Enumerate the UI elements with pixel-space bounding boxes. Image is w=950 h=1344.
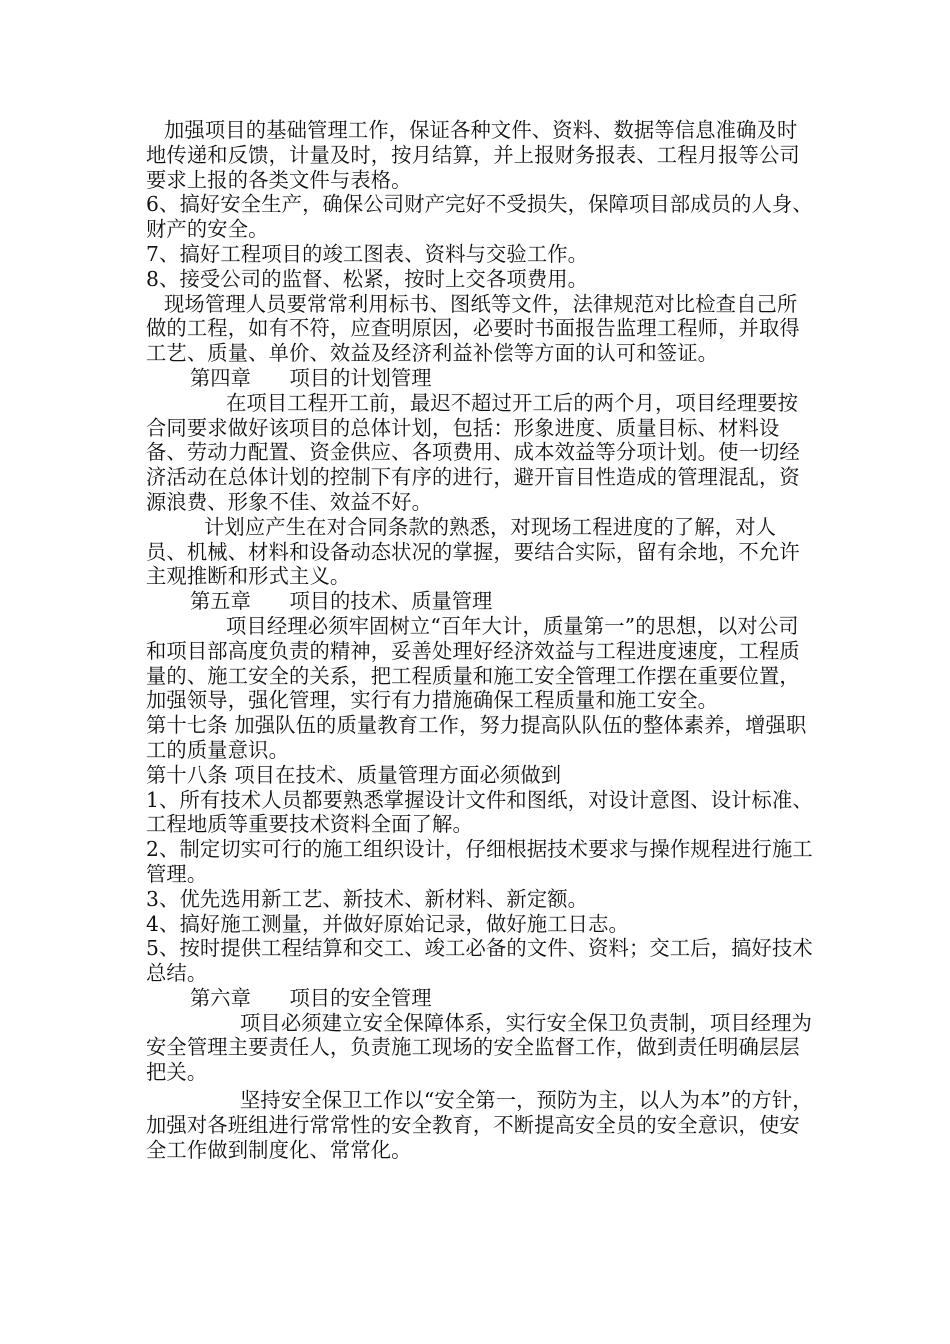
article-18: 第十八条 项目在技术、质量管理方面必须做到 — [146, 762, 562, 787]
paragraph-item-8: 8、接受公司的监督、松紧，按时上交各项费用。 — [146, 266, 589, 291]
paragraph-item-7: 7、搞好工程项目的竣工图表、资料与交验工作。 — [146, 241, 589, 266]
document-body — [146, 118, 816, 1162]
tech-item-3: 3、优先选用新工艺、新技术、新材料、新定额。 — [146, 886, 589, 911]
paragraph-safety-policy: 坚持安全保卫工作以“安全第一，预防为主，以人为本”的方针，加强对各班组进行常常性的安全教育，不断提高安全员的安全意识，使安全工作做到制度化、常常化。 — [146, 1088, 813, 1162]
paragraph-overall-plan: 在项目工程开工前，最迟不超过开工后的两个月，项目经理要按合同要求做好该项目的总体计划，包括：形象进度、质量目标、材料设备、劳动力配置、资金供应、各项费用、成本效益等分项计划。使一切经济活动在总体计划的控制下有序的进行，避开盲目性造成的管理混乱，资源浪费、形象不佳、效益不好。 — [146, 390, 800, 514]
paragraph-plan-basis: 计划应产生在对合同条款的熟悉，对现场工程进度的了解，对人员、机械、材料和设备动态状况的掌握，要结合实际，留有余地，不允许主观推断和形式主义。 — [146, 514, 800, 589]
article-17: 第十七条 加强队伍的质量教育工作，努力提高队队伍的整体素养，增强职工的质量意识。 — [146, 713, 807, 762]
chapter-5-heading: 第五章 项目的技术、质量管理 — [190, 589, 493, 614]
paragraph-quality-first: 项目经理必须牢固树立“百年大计，质量第一”的思想，以对公司和项目部高度负责的精神，妥善处理好经济效益与工程进度速度，工程质量的、施工安全的关系，把工程质量和施工安全管理工作摆在重要位置，加强领导，强化管理，实行有力措施确保工程质量和施工安全。 — [146, 613, 800, 713]
tech-item-1: 1、所有技术人员都要熟悉掌握设计文件和图纸，对设计意图、设计标准、工程地质等重要技术资料全面了解。 — [146, 787, 813, 837]
paragraph-site-staff: 现场管理人员要常常利用标书、图纸等文件，法律规范对比检查自己所做的工程，如有不符，应查明原因，必要时书面报告监理工程师，并取得工艺、质量、单价、效益及经济利益补偿等方面的认可和签证。 — [146, 291, 800, 366]
chapter-4-heading: 第四章 项目的计划管理 — [190, 365, 432, 390]
tech-item-5: 5、按时提供工程结算和交工、竣工必备的文件、资料；交工后，搞好技术总结。 — [146, 936, 813, 986]
paragraph-info-management: 加强项目的基础管理工作，保证各种文件、资料、数据等信息准确及时地传递和反馈，计量及时，按月结算，并上报财务报表、工程月报等公司要求上报的各类文件与表格。 — [146, 118, 800, 192]
tech-item-2: 2、制定切实可行的施工组织设计，仔细根据技术要求与操作规程进行施工管理。 — [146, 837, 813, 886]
paragraph-safety-system: 项目必须建立安全保障体系，实行安全保卫负责制，项目经理为安全管理主要责任人，负责施工现场的安全监督工作，做到责任明确层层把关。 — [146, 1010, 813, 1085]
tech-item-4: 4、搞好施工测量，并做好原始记录，做好施工日志。 — [146, 911, 629, 936]
paragraph-item-6: 6、搞好安全生产，确保公司财产完好不受损失，保障项目部成员的人身、财产的安全。 — [146, 192, 813, 242]
chapter-6-heading: 第六章 项目的安全管理 — [190, 985, 432, 1010]
